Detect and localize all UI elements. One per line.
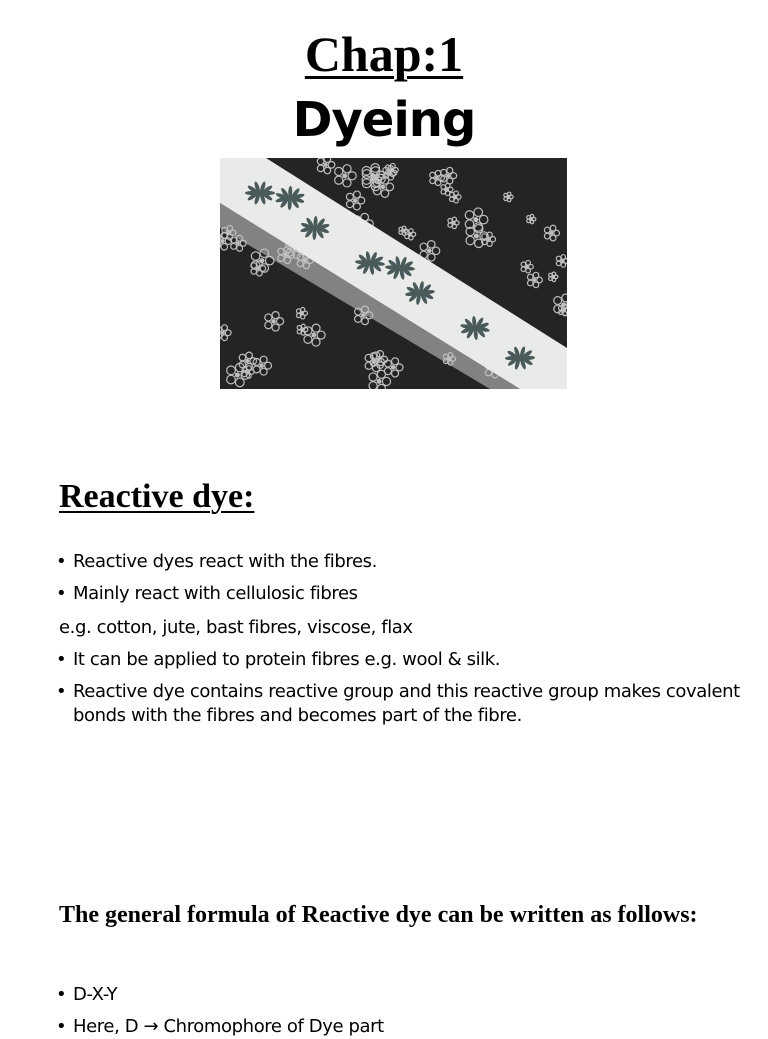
list-item: • It can be applied to protein fibres e.g. wool & silk. (55, 648, 745, 672)
formula-list (55, 983, 745, 1039)
formula-heading: The general formula of Reactive dye can be written as follows: (59, 899, 698, 931)
bullet-list-2 (55, 648, 745, 728)
bullet-icon: • (56, 983, 66, 1007)
bullet-icon: • (56, 648, 66, 672)
list-item: • Reactive dye contains reactive group and this reactive group makes covalent bonds with the fibres and becomes part of the fibre. (55, 680, 745, 728)
bullet-icon: • (56, 582, 66, 606)
fabric-photo (220, 158, 567, 389)
bullet-icon: • (56, 680, 66, 704)
list-item: • Here, D → Chromophore of Dye part (55, 1015, 745, 1039)
chapter-title: Chap:1 (0, 24, 768, 84)
bullet-icon: • (56, 550, 66, 574)
page-title: Dyeing (0, 88, 768, 152)
bullet-list-1 (55, 550, 745, 606)
example-line: e.g. cotton, jute, bast fibres, viscose, flax (59, 616, 413, 640)
list-item: • D-X-Y (55, 983, 745, 1007)
list-item: • Mainly react with cellulosic fibres (55, 582, 745, 606)
bullet-icon: • (56, 1015, 66, 1039)
section-heading: Reactive dye: (59, 475, 254, 519)
list-item: • Reactive dyes react with the fibres. (55, 550, 745, 574)
